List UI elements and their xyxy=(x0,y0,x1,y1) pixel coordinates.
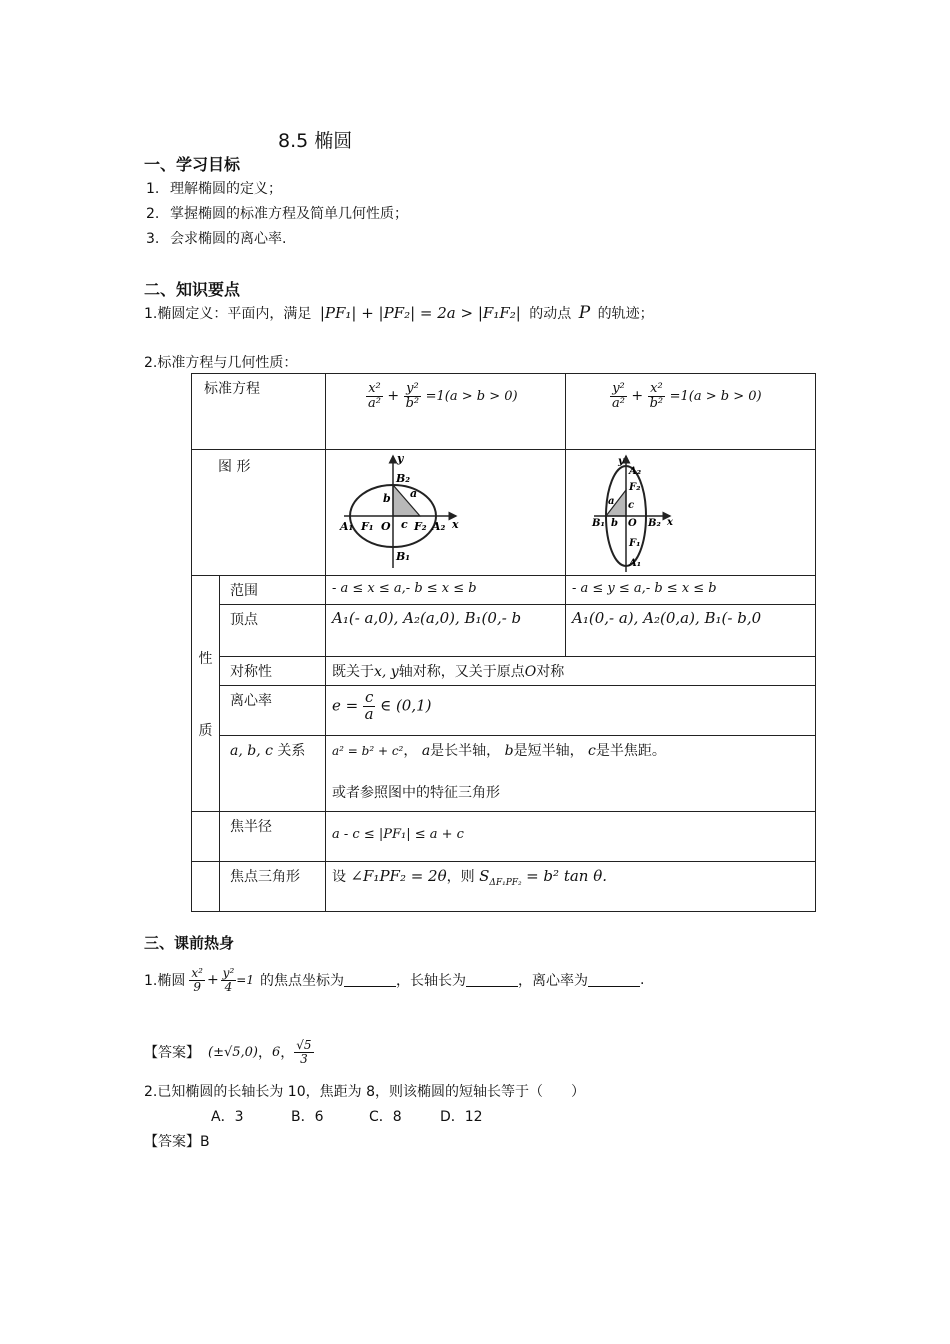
cell-fig2 xyxy=(566,450,816,576)
table-subtitle: 2.标准方程与几何性质： xyxy=(144,355,298,371)
label-F1: F₁ xyxy=(629,538,641,549)
cell-tri: 设 ∠F₁PF₂ = 2θ，则 $S_{\Delta F_1PF_2} = b^2$ tan θ. xyxy=(326,862,816,912)
option-b: B．6 xyxy=(291,1109,324,1125)
cell-tri-label: 焦点三角形 xyxy=(220,862,326,912)
list-text: 掌握椭圆的标准方程及简单几何性质； xyxy=(170,206,408,222)
label-a: a xyxy=(410,487,418,500)
question-2-options xyxy=(211,1106,483,1126)
cell-vertex-label: 顶点 xyxy=(220,605,326,657)
label-a: a xyxy=(608,496,615,507)
label-B1: B₁ xyxy=(396,550,411,563)
list-item xyxy=(146,203,408,223)
definition-point: P xyxy=(578,303,591,323)
list-item xyxy=(146,228,286,248)
ellipse-vertical-figure xyxy=(566,450,814,574)
definition-line xyxy=(144,303,654,323)
ellipse-horizontal-figure xyxy=(326,450,564,574)
cell-abc: a² = b² + c²， a是长半轴， b是短半轴， c是半焦距。 或者参照图中的特征三角形 xyxy=(326,736,816,812)
label-A1: A₁ xyxy=(340,520,354,533)
label-c: c xyxy=(628,500,635,511)
answer-label: 【答案】 xyxy=(144,1045,200,1061)
eq1-frac2: $\frac{\text{y²}}{\text{b²}}$ xyxy=(405,381,420,411)
label-c: c xyxy=(401,518,408,531)
answer-2: 【答案】B xyxy=(144,1134,210,1150)
list-text: 理解椭圆的定义； xyxy=(170,181,282,197)
answer-blank xyxy=(466,974,518,987)
label-A1: A₁ xyxy=(629,558,642,569)
cell-range-2: - a ≤ y ≤ a,- b ≤ x ≤ b xyxy=(566,576,816,605)
cell-sym: 既关于x, y轴对称，又关于原点O对称 xyxy=(326,657,816,686)
properties-table xyxy=(191,373,816,912)
label-F2: F₂ xyxy=(629,482,641,493)
section-heading-warmup: 三、课前热身 xyxy=(144,934,235,952)
answer-1a: (±√5,0) xyxy=(208,1044,258,1060)
cell-side-label: 性 质 xyxy=(192,576,220,812)
label-y: y xyxy=(397,452,404,465)
definition-mid: 的动点 xyxy=(529,306,572,322)
q1-text-1: 的焦点坐标为 xyxy=(259,973,344,989)
page-title: 8.5 椭圆 xyxy=(278,130,353,152)
cell-range-1: - a ≤ x ≤ a,- b ≤ x ≤ b xyxy=(326,576,566,605)
eq1-frac1: $\frac{\text{x²}}{\text{a²}}$ xyxy=(368,381,381,411)
q1-text-3: ，离心率为 xyxy=(517,973,588,989)
eq2-frac2: $\frac{\text{x²}}{\text{b²}}$ xyxy=(649,381,664,411)
list-number: 1. xyxy=(146,181,160,197)
label-O: O xyxy=(381,520,391,533)
definition-formula: |PF₁| + |PF₂| = 2a > |F₁F₂| xyxy=(319,304,521,322)
cell-focal: a - c ≤ |PF₁| ≤ a + c xyxy=(326,812,816,862)
cell-range-label: 范围 xyxy=(220,576,326,605)
q1-end: . xyxy=(639,972,645,988)
cell-focal-label: 焦半径 xyxy=(220,812,326,862)
label-O: O xyxy=(628,518,637,529)
option-c: C．8 xyxy=(369,1109,402,1125)
cell-eq2: $\frac{\text{y²}}{\text{a²}}$ + $\frac{\text{x²}}{\text{b²}}$ =1(a > b > 0) xyxy=(566,374,816,450)
section-heading-knowledge: 二、知识要点 xyxy=(144,280,241,299)
q1-prefix: 1.椭圆 xyxy=(144,973,186,989)
cell-vertex-2: A₁(0,- a), A₂(0,a), B₁(- b,0 xyxy=(566,605,816,657)
label-A2: A₂ xyxy=(432,520,446,533)
label-F1: F₁ xyxy=(361,520,374,533)
eq2-tail: =1(a > b > 0) xyxy=(669,389,762,405)
question-2: 2.已知椭圆的长轴长为 10，焦距为 8，则该椭圆的短轴长等于（ ） xyxy=(144,1084,585,1100)
question-1: 1.椭圆 $\frac{\text{x²}}{9}$ + $\frac{\text{y²}}{4}$ =1 的焦点坐标为 ，长轴长为 ，离心率为 . xyxy=(144,965,645,994)
label-x: x xyxy=(452,518,459,531)
label-B2: B₂ xyxy=(396,472,411,485)
answer-blank xyxy=(344,974,396,987)
label-b: b xyxy=(611,518,618,529)
list-item xyxy=(146,178,282,198)
answer-1c: $\frac{√5}{3}$ xyxy=(296,1037,312,1066)
cell-fig1 xyxy=(326,450,566,576)
option-d: D．12 xyxy=(440,1109,483,1125)
q1-text-2: ，长轴长为 xyxy=(395,973,466,989)
cell-sym-label: 对称性 xyxy=(220,657,326,686)
cell-ecc-label: 离心率 xyxy=(220,686,326,736)
label-b: b xyxy=(383,492,391,505)
answer-blank xyxy=(588,974,640,987)
q1-frac2: $\frac{\text{y²}}{4}$ xyxy=(222,965,235,994)
answer-1: 【答案】 (±√5,0) ， 6 ， $\frac{√5}{3}$ xyxy=(144,1037,312,1066)
list-text: 会求椭圆的离心率. xyxy=(170,231,287,247)
definition-prefix: 1.椭圆定义：平面内，满足 xyxy=(144,306,312,322)
label-A2: A₂ xyxy=(629,466,642,477)
option-a: A．3 xyxy=(211,1109,244,1125)
q1-frac1: $\frac{\text{x²}}{9}$ xyxy=(191,965,203,994)
ecc-frac: $\frac{c}{a}$ xyxy=(364,688,374,723)
list-number: 3. xyxy=(146,231,160,247)
q1-eq: =1 xyxy=(236,973,254,987)
definition-suffix: 的轨迹； xyxy=(597,306,654,322)
answer-1b: 6 xyxy=(272,1044,281,1060)
label-F2: F₂ xyxy=(414,520,427,533)
label-y: y xyxy=(618,456,624,467)
cell-abc-label: a, b, c 关系 xyxy=(220,736,326,812)
label-x: x xyxy=(667,517,673,528)
cell-ecc: e = $\frac{c}{a}$ ∈ (0,1) xyxy=(326,686,816,736)
cell-fig-label: 图 形 xyxy=(192,450,326,576)
section-heading-goals: 一、学习目标 xyxy=(144,155,241,174)
cell-eq1: $\frac{\text{x²}}{\text{a²}}$ + $\frac{\text{y²}}{\text{b²}}$ =1(a > b > 0) xyxy=(326,374,566,450)
label-B1: B₁ xyxy=(592,518,605,529)
eq2-frac1: $\frac{\text{y²}}{\text{a²}}$ xyxy=(612,381,625,411)
cell-vertex-1: A₁(- a,0), A₂(a,0), B₁(0,- b xyxy=(326,605,566,657)
cell-std-label: 标准方程 xyxy=(192,374,326,450)
eq1-tail: =1(a > b > 0) xyxy=(425,389,518,405)
list-number: 2. xyxy=(146,206,160,222)
label-B2: B₂ xyxy=(648,518,661,529)
